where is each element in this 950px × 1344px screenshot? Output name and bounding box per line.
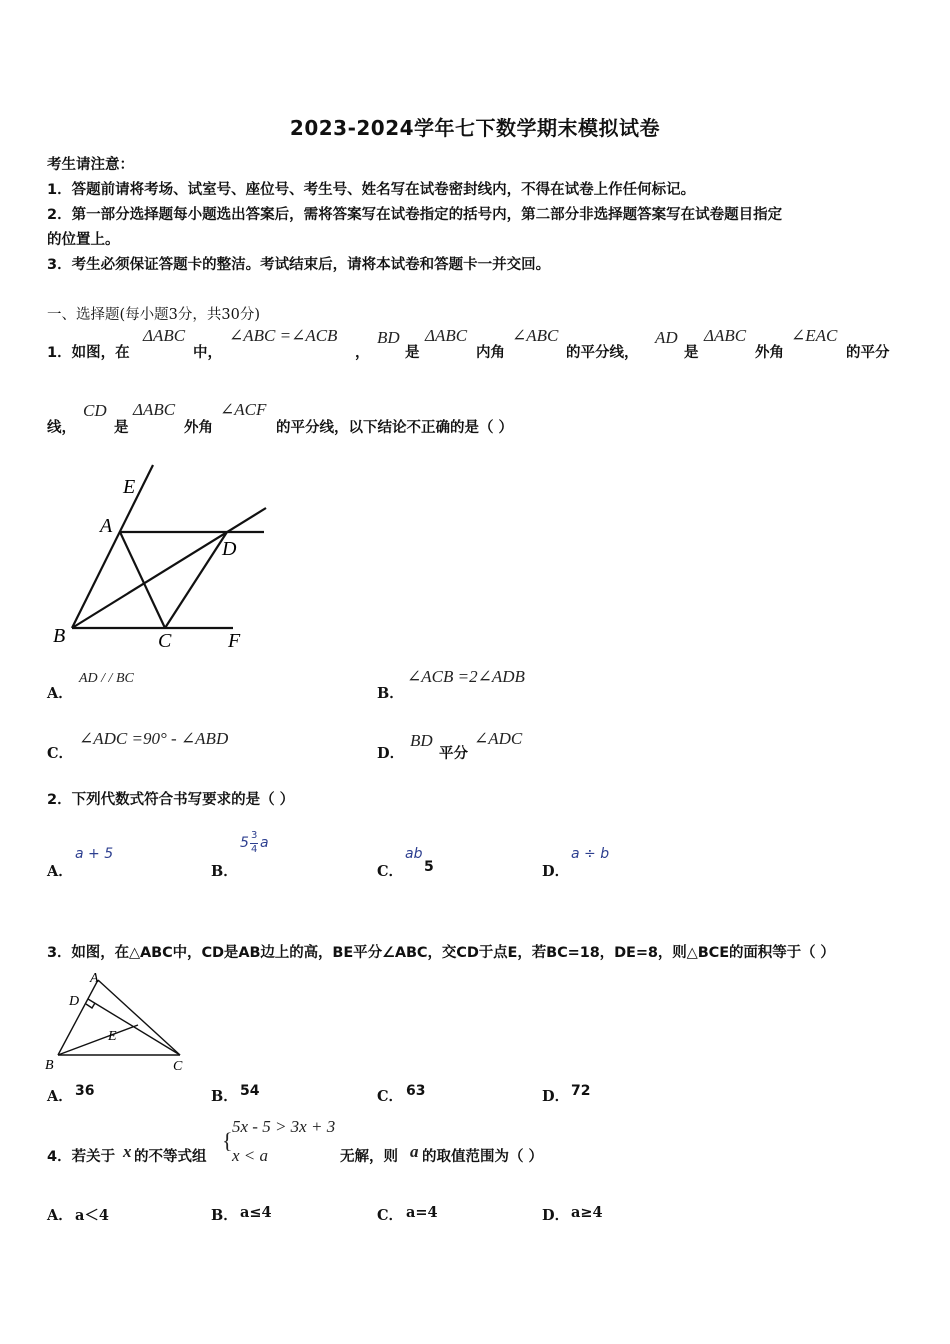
q1-text-9: 的平分: [846, 345, 890, 361]
q1-option-b-math: ∠ACB =2∠ADB: [407, 667, 525, 686]
q1-text-1: 1．如图，在: [47, 345, 130, 361]
fig3-label-e: E: [108, 1029, 117, 1044]
q2-option-c-tail: 5: [424, 859, 434, 875]
q4-var-x: x: [123, 1142, 132, 1161]
q1-option-d-math: BD: [410, 731, 433, 750]
q4-option-d-value: a≥4: [571, 1204, 603, 1221]
q1-option-d-letter: D．: [377, 745, 405, 762]
q1-math-10: ΔABC: [133, 400, 176, 419]
q1-text-11: 是: [114, 420, 129, 436]
q4-option-c-letter: C．: [377, 1207, 404, 1224]
q1-text-12: 外角: [184, 420, 213, 436]
q3-option-c-letter: C．: [377, 1088, 404, 1105]
q3-option-d-value: 72: [571, 1083, 591, 1099]
q1-math-8: ∠EAC: [791, 326, 838, 345]
q4-system-line-2: x < a: [232, 1146, 269, 1165]
q1-option-b-letter: B．: [377, 685, 404, 702]
q1-text-8: 外角: [755, 345, 784, 361]
q2-option-c-math: ab: [405, 846, 423, 862]
q4-text-2: 的不等式组: [134, 1149, 207, 1165]
q1-text-5: 内角: [476, 345, 505, 361]
q4-option-b-letter: B．: [211, 1207, 238, 1224]
q1-math-1: ΔABC: [143, 326, 186, 345]
fig1-label-a: A: [100, 515, 113, 537]
q1-option-a-math: AD / / BC: [79, 671, 134, 686]
q4-option-c-value: a=4: [406, 1204, 438, 1221]
q3-option-b-value: 54: [240, 1083, 260, 1099]
q2-text: 2．下列代数式符合书写要求的是（ ）: [47, 792, 295, 808]
q1-math-5: ∠ABC: [512, 326, 559, 345]
q3-option-c-value: 63: [406, 1083, 426, 1099]
q1-text-3: ，: [355, 345, 370, 361]
q2-option-d-letter: D．: [542, 863, 570, 880]
q1-math-7: ΔABC: [704, 326, 747, 345]
q2-option-b-numerator: 3: [251, 830, 258, 841]
q2-option-b-denominator: 4: [251, 844, 258, 855]
q1-figure: [45, 455, 280, 660]
fig3-label-d: D: [69, 994, 80, 1009]
q2-option-a-math: a + 5: [75, 846, 114, 862]
q2-option-c-letter: C．: [377, 863, 404, 880]
q1-text-10: 线，: [47, 420, 76, 436]
q1-math-3: BD: [377, 328, 400, 347]
q4-text-3: 无解，则: [340, 1149, 398, 1165]
q3-text: 3．如图，在△ABC中，CD是AB边上的高，BE平分∠ABC，交CD于点E，若BC=18，DE=8，则△BCE的面积等于（ ）: [47, 945, 835, 961]
q2-option-d-math: a ÷ b: [571, 846, 610, 862]
q1-text-2: 中，: [193, 345, 222, 361]
q1-text-6: 的平分线，: [566, 345, 639, 361]
q1-math-4: ΔABC: [425, 326, 468, 345]
q2-option-a-letter: A．: [47, 863, 73, 880]
q4-text-4: 的取值范围为（ ）: [422, 1149, 544, 1165]
q4-option-a-value: a＜4: [75, 1207, 109, 1224]
notice-item-3: 3．考生必须保证答题卡的整洁。考试结束后，请将本试卷和答题卡一并交回。: [47, 257, 551, 273]
q1-math-6: AD: [655, 328, 678, 347]
q1-option-d-suffix: 平分: [439, 746, 468, 762]
q4-option-b-value: a≤4: [240, 1204, 272, 1221]
q1-text-13: 的平分线，以下结论不正确的是（ ）: [276, 420, 514, 436]
q2-option-b-whole: 5: [240, 835, 249, 851]
fig1-label-d: D: [222, 538, 237, 560]
q1-option-a-letter: A．: [47, 685, 73, 702]
fig3-label-a: A: [90, 971, 99, 986]
fig3-label-c: C: [173, 1059, 183, 1074]
fig1-label-f: F: [228, 630, 241, 652]
q4-system-brace: {: [222, 1128, 233, 1153]
q4-system-line-1: 5x - 5 > 3x + 3: [232, 1117, 336, 1136]
q3-option-d-letter: D．: [542, 1088, 570, 1105]
q4-option-d-letter: D．: [542, 1207, 570, 1224]
fig1-label-e: E: [123, 476, 136, 498]
q3-figure: [40, 966, 195, 1076]
q1-math-2: ∠ABC =∠ACB: [229, 326, 338, 345]
section-heading: 一、选择题(每小题3分，共30分): [47, 307, 260, 323]
notice-heading: 考生请注意：: [47, 157, 134, 173]
fig1-label-c: C: [158, 630, 172, 652]
q1-option-d-math2: ∠ADC: [474, 729, 523, 748]
q1-math-11: ∠ACF: [220, 400, 267, 419]
q1-text-4: 是: [405, 345, 420, 361]
fig1-label-b: B: [53, 625, 66, 647]
q2-option-b-letter: B．: [211, 863, 238, 880]
q1-option-c-math: ∠ADC =90° - ∠ABD: [79, 729, 229, 748]
notice-item-2-cont: 的位置上。: [47, 232, 120, 248]
q1-option-c-letter: C．: [47, 745, 74, 762]
notice-item-2: 2．第一部分选择题每小题选出答案后，需将答案写在试卷指定的括号内，第二部分非选择题答案写在试卷题目指定: [47, 207, 783, 223]
q2-option-b-var: a: [260, 835, 269, 851]
q3-option-a-letter: A．: [47, 1088, 73, 1105]
fig3-label-b: B: [45, 1058, 54, 1073]
q4-text-1: 4．若关于: [47, 1149, 116, 1165]
q4-option-a-letter: A．: [47, 1207, 73, 1224]
q1-math-9: CD: [83, 401, 107, 420]
q1-text-7: 是: [684, 345, 699, 361]
q4-var-a: a: [410, 1142, 419, 1161]
q3-option-a-value: 36: [75, 1083, 95, 1099]
page-title: 2023-2024学年七下数学期末模拟试卷: [289, 116, 661, 140]
q3-option-b-letter: B．: [211, 1088, 238, 1105]
notice-item-1: 1．答题前请将考场、试室号、座位号、考生号、姓名写在试卷密封线内，不得在试卷上作任何标记。: [47, 182, 696, 198]
